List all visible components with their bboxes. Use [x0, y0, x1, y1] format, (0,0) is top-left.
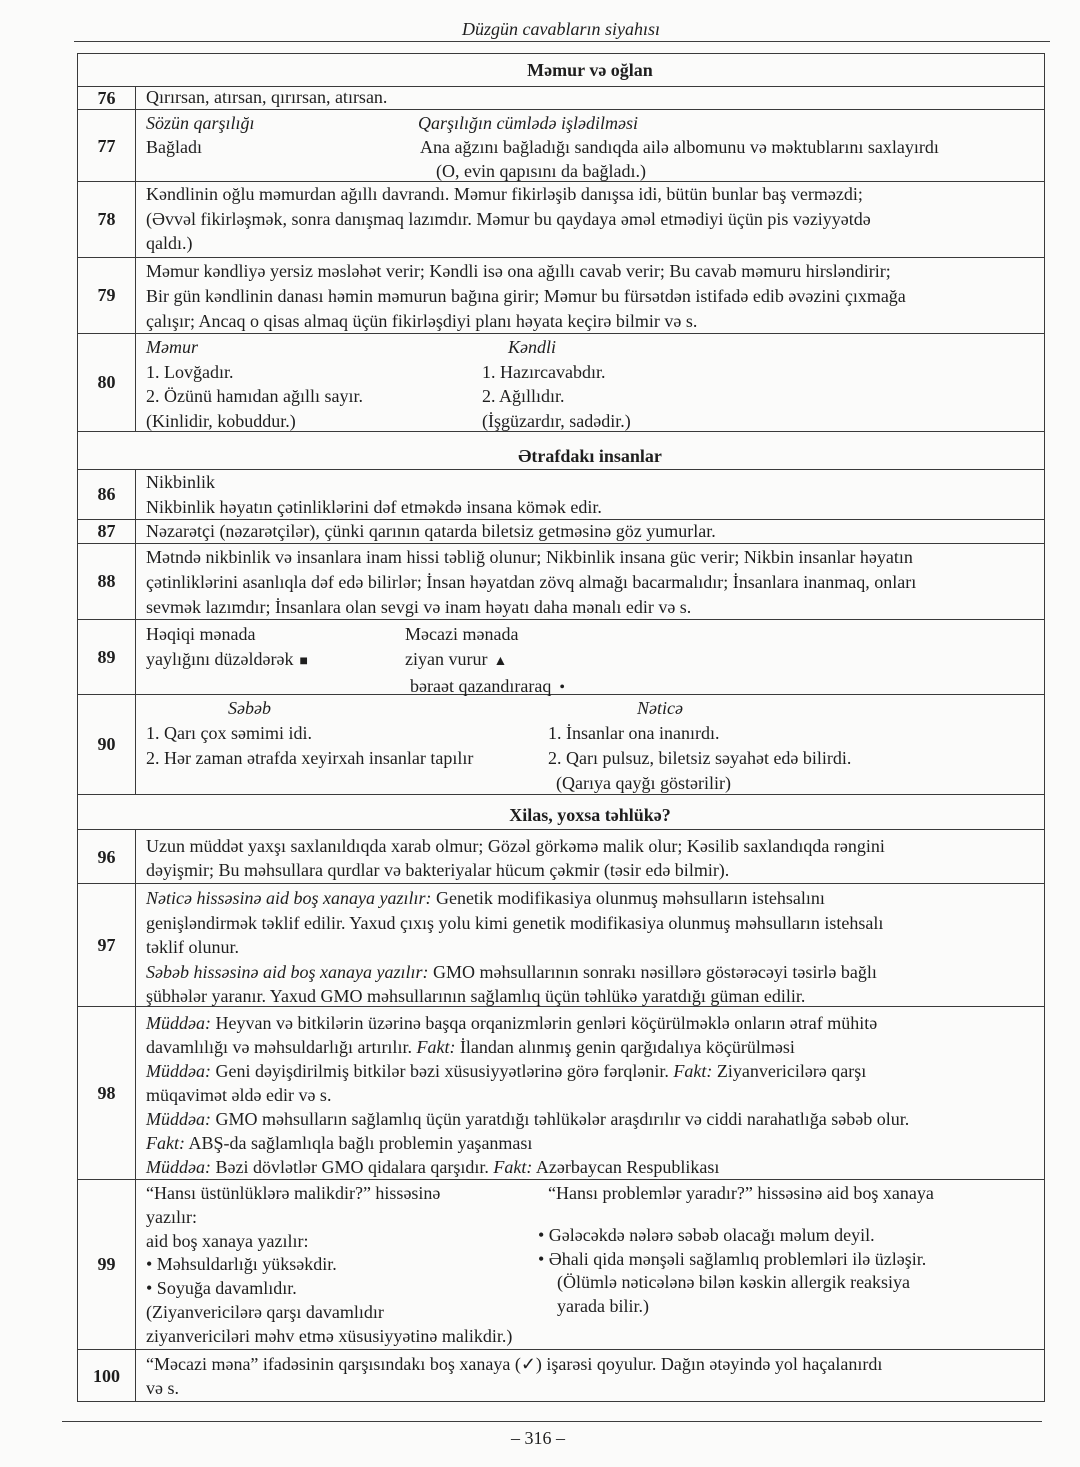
table-row — [78, 109, 1044, 181]
answer-cell — [136, 334, 1044, 431]
running-header: Düzgün cavabların siyahısı — [462, 19, 660, 39]
answer-line: 1. İnsanlar ona inanırdı. — [548, 723, 720, 743]
answer-line: və s. — [146, 1378, 179, 1398]
answer-cell — [136, 1180, 1044, 1349]
answer-line: • Soyuğa davamlıdır. — [146, 1278, 297, 1299]
triangle-marker-icon: ▲ — [493, 653, 508, 669]
claim-label: Müddəa: — [146, 1109, 211, 1129]
section-row — [78, 54, 1044, 86]
answer-line: şübhələr yaranır. Yaxud GMO məhsullarının sağlamlıq üçün təhlükə yaratdığı güman edilir. — [146, 986, 806, 1006]
answer-text: Genetik modifikasiya olunmuş məhsulların istehsalını — [431, 888, 825, 908]
fact-label: Fakt: — [493, 1157, 533, 1177]
question-number: 78 — [78, 182, 136, 257]
question-number: 76 — [78, 87, 136, 109]
fact-label: Fakt: — [416, 1037, 456, 1057]
answer-line: çətinliklərini asanlıqla dəf edə bilirlər; İnsan həyatdan zövq almağı bacarmalıdır; İnsanlara inanmaq, onları — [146, 572, 917, 592]
column-heading: Qarşılığın cümlədə işlədilməsi — [418, 113, 638, 133]
answer-line: (İşgüzardır, sadədir.) — [482, 410, 631, 431]
column-heading: Kəndli — [508, 337, 556, 357]
answer-line — [146, 1155, 1044, 1179]
answer-cell — [136, 87, 1044, 109]
answer-line: (Ölümlə nəticələnə bilən kəskin allergik reaksiya — [557, 1272, 911, 1293]
answer-line: Uzun müddət yaxşı saxlanıldıqda xarab olmur; Gözəl görkəmə malik olur; Kəsilib saxlandıqda rəngini — [146, 836, 885, 856]
answer-line: aid boş xanaya yazılır: — [146, 1230, 309, 1251]
answer-line: “Hansı problemlər yaradır?” hissəsinə aid boş xanaya — [548, 1183, 934, 1203]
answer-cell — [136, 470, 1044, 519]
answer-line: 2. Özünü hamıdan ağıllı sayır. — [146, 386, 363, 406]
page-number: – 316 – — [511, 1428, 565, 1448]
table-row — [78, 883, 1044, 1006]
column-problems — [538, 1182, 934, 1319]
answer-line: yarada bilir.) — [557, 1296, 649, 1317]
column-word — [146, 111, 255, 159]
square-marker-icon: ■ — [299, 653, 308, 669]
answer-line: 1. Hazırcavabdır. — [482, 361, 606, 382]
answer-line: 2. Hər zaman ətrafda xeyirxah insanlar tapılır — [146, 748, 474, 768]
answer-text: davamlılığı və məhsuldarlığı artırılır. — [146, 1037, 417, 1057]
answer-cell — [136, 544, 1044, 619]
answer-cell — [136, 884, 1044, 1006]
column-heading: Həqiqi mənada — [146, 624, 256, 644]
column-heading: Məmur — [146, 337, 198, 357]
answer-line — [146, 886, 1044, 911]
section-title: Məmur və oğlan — [527, 60, 653, 80]
answer-line: (O, evin qapısını da bağladı.) — [436, 161, 646, 181]
answer-line: (Kinlidir, kobuddur.) — [146, 410, 296, 431]
answer-cell — [136, 830, 1044, 883]
answer-label: Nəticə hissəsinə aid boş xanaya yazılır: — [146, 888, 432, 908]
question-number: 99 — [78, 1180, 136, 1349]
answer-text: GMO məhsullarının sonrakı nəsillərə göstərəcəyi təsirlə bağlı — [428, 961, 877, 982]
question-number: 88 — [78, 544, 136, 619]
answer-text: ziyan vurur — [405, 648, 488, 669]
answer-line: Nikbinlik həyatın çətinliklərini dəf etməkdə insana kömək edir. — [146, 497, 602, 517]
question-number: 90 — [78, 695, 136, 794]
question-number: 87 — [78, 520, 136, 543]
column-heading: Sözün qarşılığı — [146, 113, 255, 133]
answer-text: Bəzi dövlətlər GMO qidalara qarşıdır. — [210, 1157, 494, 1177]
answer-cell — [136, 258, 1044, 333]
answer-line: “Məcazi məna” ifadəsinin qarşısındakı boş xanaya (✓) işarəsi qoyulur. Dağın ətəyində yol haçalanırdı — [146, 1354, 883, 1374]
question-number: 80 — [78, 334, 136, 431]
table-row — [78, 333, 1044, 431]
answer-text: Azərbaycan Respublikası — [532, 1157, 720, 1177]
answer-line: 1. Lovğadır. — [146, 361, 234, 382]
table-row — [78, 829, 1044, 883]
answer-line — [146, 1035, 1044, 1059]
answer-line — [146, 960, 1044, 985]
section-row — [78, 431, 1044, 469]
answer-line: ziyanvericiləri məhv etmə xüsusiyyətinə malikdir.) — [146, 1325, 513, 1346]
question-number: 100 — [78, 1350, 136, 1401]
column-official — [146, 335, 363, 433]
footer-rule — [62, 1421, 1042, 1422]
answer-line: • Məhsuldarlığı yüksəkdir. — [146, 1254, 337, 1275]
answer-label: Səbəb hissəsinə aid boş xanaya yazılır: — [146, 961, 429, 982]
answer-line — [146, 1107, 1044, 1131]
answer-line: Kəndlinin oğlu məmurdan ağıllı davrandı. Məmur fikirləşib danışsa idi, bütün bunlar baş verməzdi; — [146, 184, 863, 204]
table-row — [78, 694, 1044, 794]
table-row — [78, 519, 1044, 543]
answer-line: Bağladı — [146, 137, 202, 157]
column-figurative — [405, 622, 565, 701]
answer-text: Heyvan və bitkilərin üzərinə başqa orqanizmlərin genləri köçürülməklə onların ətraf mühitə — [210, 1013, 878, 1033]
question-number: 97 — [78, 884, 136, 1006]
table-row — [78, 543, 1044, 619]
answer-line: Qırırsan, atırsan, qırırsan, atırsan. — [146, 87, 388, 107]
table-row — [78, 86, 1044, 109]
answer-line: 1. Qarı çox səmimi idi. — [146, 723, 312, 743]
column-result — [548, 696, 851, 796]
answer-line: “Hansı üstünlüklərə malikdir?” hissəsinə — [146, 1183, 441, 1203]
answer-table — [77, 53, 1045, 1402]
question-number: 77 — [78, 110, 136, 181]
answer-line: çalışır; Ancaq o qisas almaq üçün fikirləşdiyi planı həyata keçirə bilmir və s. — [146, 311, 698, 331]
question-number: 98 — [78, 1007, 136, 1179]
question-number: 96 — [78, 830, 136, 883]
column-villager — [482, 335, 631, 433]
answer-line: Ana ağzını bağladığı sandıqda ailə albomunu və məktublarını saxlayırdı — [420, 137, 939, 157]
question-number: 79 — [78, 258, 136, 333]
column-advantages — [146, 1182, 512, 1349]
answer-cell — [136, 520, 1044, 543]
answer-line — [538, 1206, 934, 1224]
answer-line: Mətndə nikbinlik və insanlara inam hissi təbliğ olunur; Nikbinlik insana güc verir; Nikbin insanlar həyatın — [146, 547, 913, 567]
answer-text: yaylığını düzəldərək — [146, 648, 294, 669]
answer-text: bəraət qazandıraraq — [410, 676, 552, 696]
answer-line: genişləndirmək təklif edilir. Yaxud çıxış yolu kimi genetik modifikasiya olunmuş məhsulların istehsalı — [146, 912, 884, 933]
section-title: Ətrafdakı insanlar — [518, 446, 662, 466]
table-row — [78, 181, 1044, 257]
column-heading: Səbəb — [228, 698, 271, 718]
answer-line: təklif olunur. — [146, 937, 239, 957]
answer-text: Geni dəyişdirilmiş bitkilər bəzi xüsusiyyətlərinə görə fərqlənir. — [210, 1061, 674, 1081]
answer-text: İlandan alınmış genin qarğıdalıya köçürülməsi — [455, 1037, 795, 1057]
column-usage — [418, 111, 939, 183]
answer-line: yazılır: — [146, 1206, 197, 1227]
answer-cell — [136, 110, 1044, 181]
answer-cell — [136, 182, 1044, 257]
answer-line: (Ziyanvericilərə qarşı davamlıdır — [146, 1301, 384, 1322]
section-title: Xilas, yoxsa təhlükə? — [509, 805, 671, 825]
answer-line — [146, 1083, 1044, 1107]
answer-line — [146, 1131, 1044, 1155]
answer-line: Nikbinlik — [146, 472, 216, 492]
answer-line — [405, 647, 565, 675]
answer-line: 2. Ağıllıdır. — [482, 386, 565, 406]
answer-line: qaldı.) — [146, 233, 193, 253]
answer-line: • Gələcəkdə nələrə səbəb olacağı məlum deyil. — [538, 1224, 875, 1245]
table-row — [78, 619, 1044, 694]
table-row — [78, 1006, 1044, 1179]
fact-label: Fakt: — [673, 1061, 713, 1081]
answer-line: • Əhali qida mənşəli sağlamlıq problemləri ilə üzləşir. — [538, 1248, 927, 1269]
answer-text: GMO məhsulların sağlamlıq üçün yaratdığı təhlükələr araşdırılır və ciddi narahatlığa səbəb olur. — [210, 1109, 910, 1129]
column-cause — [146, 696, 473, 771]
answer-line: 2. Qarı pulsuz, biletsiz səyahət edə bilirdi. — [548, 748, 852, 768]
answer-line: Nəzarətçi (nəzarətçilər), çünki qarının qatarda biletsiz getməsinə göz yumurlar. — [146, 521, 716, 541]
answer-text: Ziyanvericilərə qarşı — [712, 1061, 867, 1081]
answer-line: Məmur kəndliyə yersiz məsləhət verir; Kəndli isə ona ağıllı cavab verir; Bu cavab məmuru hirsləndirir; — [146, 261, 891, 281]
answer-line: dəyişmir; Bu məhsullara qurdlar və bakteriyalar hücum çəkmir (təsir edə bilmir). — [146, 860, 730, 880]
column-heading: Nəticə — [637, 698, 683, 718]
section-row — [78, 794, 1044, 829]
answer-text: müqavimət əldə edir və s. — [146, 1085, 332, 1105]
dot-marker-icon: • — [559, 679, 566, 696]
answer-line — [146, 1059, 1044, 1083]
claim-label: Müddəa: — [146, 1157, 211, 1177]
fact-label: Fakt: — [146, 1133, 185, 1153]
answer-line: Bir gün kəndlinin danası həmin məmurun bağına girir; Məmur bu fürsətdən istifadə edib əvəzini çıxmağa — [146, 286, 906, 306]
header-rule — [74, 41, 1050, 42]
claim-label: Müddəa: — [146, 1013, 211, 1033]
table-row — [78, 257, 1044, 333]
table-row — [78, 469, 1044, 519]
column-heading: Məcazi mənada — [405, 624, 519, 644]
answer-line — [146, 1011, 1044, 1035]
question-number: 89 — [78, 620, 136, 694]
answer-text: ABŞ-da sağlamlıqla bağlı problemin yaşanması — [184, 1133, 533, 1153]
answer-line: (Qarıya qayğı göstərilir) — [556, 773, 731, 793]
answer-line: (Əvvəl fikirləşmək, sonra danışmaq lazımdır. Məmur bu qaydaya əməl etmədiyi üçün pis vəziyyətdə — [146, 208, 871, 229]
claim-label: Müddəa: — [146, 1061, 211, 1081]
table-row — [78, 1179, 1044, 1349]
question-number: 86 — [78, 470, 136, 519]
answer-cell — [136, 1007, 1044, 1179]
answer-cell — [136, 695, 1044, 794]
answer-line — [146, 647, 308, 675]
table-row — [78, 1349, 1044, 1401]
answer-line: sevmək lazımdır; İnsanlara olan sevgi və inam həyatı daha mənalı edir və s. — [146, 597, 692, 617]
answer-cell — [136, 620, 1044, 694]
answer-cell — [136, 1350, 1044, 1401]
column-literal — [146, 622, 308, 674]
